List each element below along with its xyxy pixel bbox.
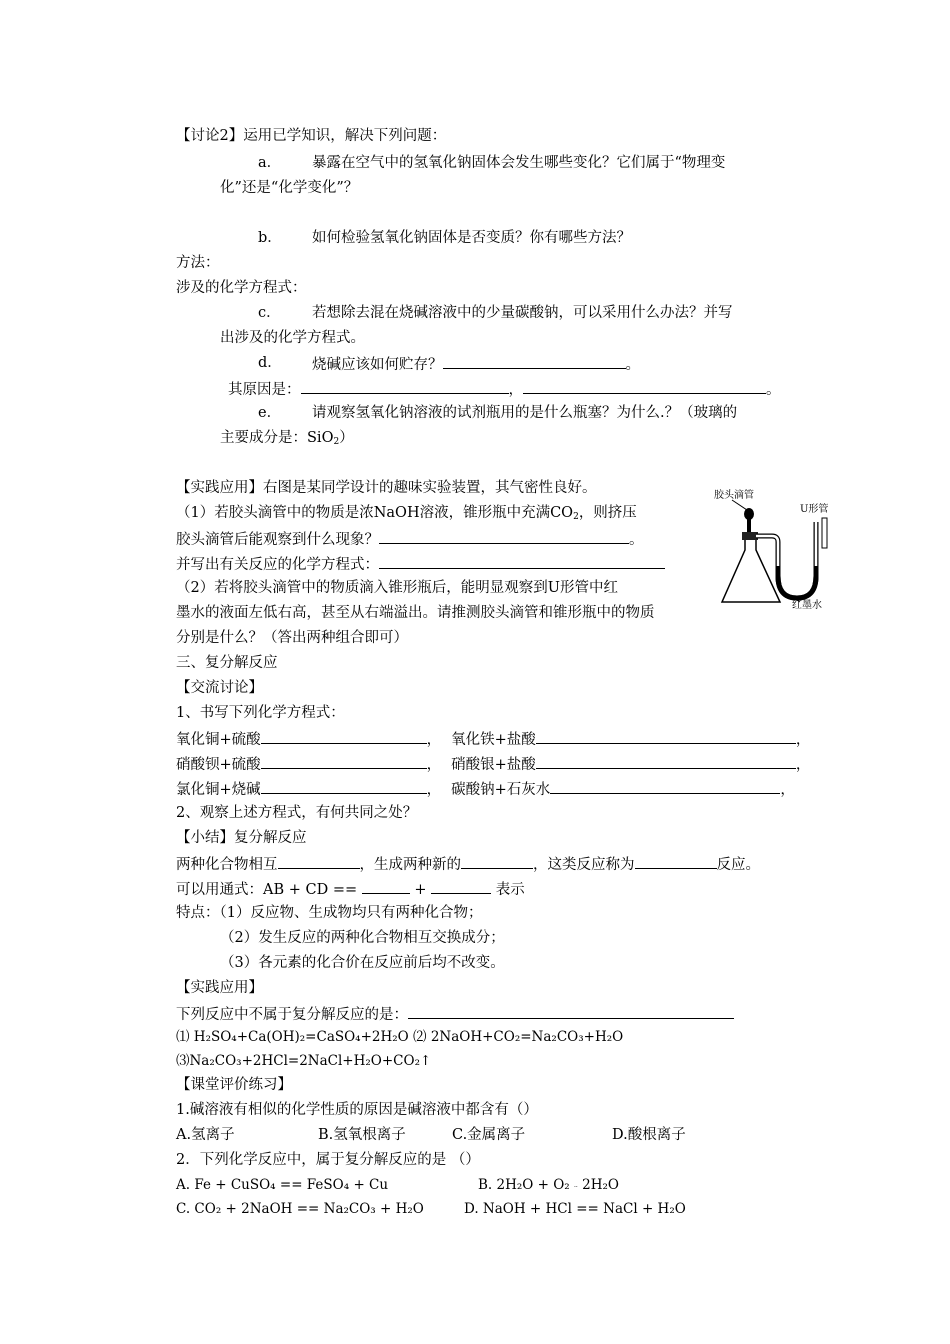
item-c-text-2: 出涉及的化学方程式。	[220, 330, 365, 346]
practice-q2-line3: 分别是什么？（答出两种组合即可）	[176, 630, 408, 646]
equations-line-2: ⑶Na₂CO₃+2HCl=2NaCl+H₂O+CO₂↑	[176, 1053, 432, 1069]
reason-line	[228, 378, 781, 400]
item-c-label: c．	[258, 305, 281, 321]
general-formula: 可以用通式：AB + CD == + 表示	[176, 878, 525, 900]
period: 。	[766, 382, 781, 398]
phenomenon-blank[interactable]	[379, 528, 629, 544]
question-1: 1、书写下列化学方程式：	[176, 705, 345, 721]
evaluation-title: 【课堂评价练习】	[176, 1077, 292, 1093]
reason-label: 其原因是：	[228, 382, 301, 398]
item-d-label: d．	[258, 355, 282, 371]
item-d-text: 烧碱应该如何贮存？	[312, 357, 443, 373]
practice-2-question: 下列反应中不属于复分解反应的是：	[176, 1003, 734, 1025]
feature-3: （3）各元素的化合价在反应前后均不改变。	[220, 955, 505, 971]
comma: ，	[508, 382, 523, 398]
reaction-fe2o3-hcl: 氧化铁+盐酸	[451, 732, 536, 748]
reaction-blank[interactable]	[536, 753, 796, 769]
practice-q2-line2: 墨水的液面左低右高，甚至从右端溢出。请推测胶头滴管和锥形瓶中的物质	[176, 605, 655, 621]
storage-answer-blank[interactable]	[443, 353, 626, 369]
item-a-text-1: 暴露在空气中的氢氧化钠固体会发生哪些变化？它们属于“物理变	[312, 155, 726, 171]
practice-title: 【实践应用】右图是某同学设计的趣味实验装置，其气密性良好。	[176, 480, 597, 496]
practice-q1-line3	[176, 553, 665, 575]
exercise-2-option-d[interactable]: D. NaOH + HCl == NaCl + H₂O	[464, 1201, 686, 1217]
reaction-blank[interactable]	[261, 728, 427, 744]
feature-1: 特点：（1）反应物、生成物均只有两种化合物；	[176, 905, 483, 921]
item-c-text-1: 若想除去混在烧碱溶液中的少量碳酸钠，可以采用什么办法？并写	[312, 305, 733, 321]
reaction-blank[interactable]	[261, 778, 427, 794]
exercise-2: 2．下列化学反应中，属于复分解反应的是 （）	[176, 1152, 480, 1168]
reaction-blank[interactable]	[261, 753, 427, 769]
reaction-blank[interactable]	[536, 728, 796, 744]
equations-line-1: ⑴ H₂SO₄+Ca(OH)₂=CaSO₄+2H₂O ⑵ 2NaOH+CO₂=Na₂CO₃+H₂O	[176, 1029, 624, 1045]
reaction-row-1: 氧化铜+硫酸 ， 氧化铁+盐酸 ，	[176, 728, 810, 750]
item-b-label: b．	[258, 230, 282, 246]
item-e-text-1: 请观察氢氧化钠溶液的试剂瓶用的是什么瓶塞？为什么.？（玻璃的	[312, 405, 738, 421]
practice-q1-question: 胶头滴管后能观察到什么现象？	[176, 532, 379, 548]
item-b-text: 如何检验氢氧化钠固体是否变质？你有哪些方法？	[312, 230, 631, 246]
stopper-icon	[742, 532, 758, 540]
formula-blank-2[interactable]	[431, 878, 491, 894]
exercise-1-option-d[interactable]: D.酸根离子	[612, 1127, 686, 1143]
reaction-na2co3-limewater: 碳酸钠+石灰水	[451, 782, 551, 798]
item-a-label: a．	[258, 155, 282, 171]
practice-q1-line2	[176, 528, 644, 550]
exercise-1-option-b[interactable]: B.氢氧根离子	[318, 1127, 406, 1143]
reason-blank-2[interactable]	[523, 378, 766, 394]
definition-blank-2[interactable]	[461, 853, 533, 869]
exercise-2-option-c[interactable]: C. CO₂ + 2NaOH == Na₂CO₃ + H₂O	[176, 1201, 424, 1217]
dropper-bulb-icon	[744, 508, 754, 520]
dropper-label: 胶头滴管	[714, 490, 754, 501]
discussion-2-title: 【讨论2】运用已学知识，解决下列问题：	[176, 128, 447, 144]
section-3-title: 三、复分解反应	[176, 655, 278, 671]
definition-blank-3[interactable]	[635, 853, 717, 869]
practice-q1-equation-label: 并写出有关反应的化学方程式：	[176, 557, 379, 573]
summary-title: 【小结】复分解反应	[176, 830, 307, 846]
apparatus-diagram	[712, 486, 852, 614]
reaction-cuo-h2so4: 氧化铜+硫酸	[176, 732, 261, 748]
apparatus-figure	[712, 486, 852, 614]
exercise-1: 1.碱溶液有相似的化学性质的原因是碱溶液中都含有（）	[176, 1102, 538, 1118]
practice-2-answer-blank[interactable]	[408, 1003, 734, 1019]
definition-blank-1[interactable]	[278, 853, 360, 869]
summary-definition: 两种化合物相互 ，生成两种新的 ，这类反应称为 反应。	[176, 853, 760, 875]
reaction-row-3: 氯化铜+烧碱 ， 碳酸钠+石灰水 ，	[176, 778, 795, 800]
reaction-blank[interactable]	[550, 778, 780, 794]
period: 。	[629, 532, 644, 548]
equation-blank[interactable]	[379, 553, 665, 569]
exchange-discussion-title: 【交流讨论】	[176, 680, 263, 696]
exercise-1-option-a[interactable]: A.氢离子	[176, 1127, 235, 1143]
item-d-line	[312, 353, 640, 375]
practice-q2-line1: （2）若将胶头滴管中的物质滴入锥形瓶后，能明显观察到U形管中红	[176, 580, 618, 596]
practice-q1-line1: （1）若胶头滴管中的物质是浓NaOH溶液，锥形瓶中充满$CO_2$，则挤压	[176, 505, 637, 522]
feature-2: （2）发生反应的两种化合物相互交换成分；	[220, 930, 505, 946]
method-label: 方法：	[176, 255, 220, 271]
red-ink-label: 红墨水	[792, 600, 822, 611]
equation-involved-label: 涉及的化学方程式：	[176, 280, 307, 296]
item-e-label: e．	[258, 405, 282, 421]
reason-blank-1[interactable]	[301, 378, 509, 394]
period: 。	[625, 357, 640, 373]
question-2: 2、观察上述方程式，有何共同之处？	[176, 805, 418, 821]
reaction-bano3-h2so4: 硝酸钡+硫酸	[176, 757, 261, 773]
exercise-2-option-a[interactable]: A. Fe + CuSO₄ == FeSO₄ + Cu	[176, 1177, 389, 1193]
reaction-row-2: 硝酸钡+硫酸 ， 硝酸银+盐酸 ，	[176, 753, 810, 775]
item-e-text-2: 主要成分是：SiO$_2$）	[220, 430, 354, 447]
exercise-1-option-c[interactable]: C.金属离子	[452, 1127, 526, 1143]
u-tube-label: U形管	[800, 504, 829, 515]
conical-flask-icon	[722, 540, 780, 602]
formula-blank-1[interactable]	[362, 878, 410, 894]
practice-2-title: 【实践应用】	[176, 980, 263, 996]
exercise-2-option-b[interactable]: B. 2H₂O + O₂ ·· 2H₂O	[478, 1177, 619, 1193]
reaction-cucl2-naoh: 氯化铜+烧碱	[176, 782, 261, 798]
item-a-text-2: 化”还是“化学变化”？	[220, 180, 359, 196]
reaction-agno3-hcl: 硝酸银+盐酸	[451, 757, 536, 773]
